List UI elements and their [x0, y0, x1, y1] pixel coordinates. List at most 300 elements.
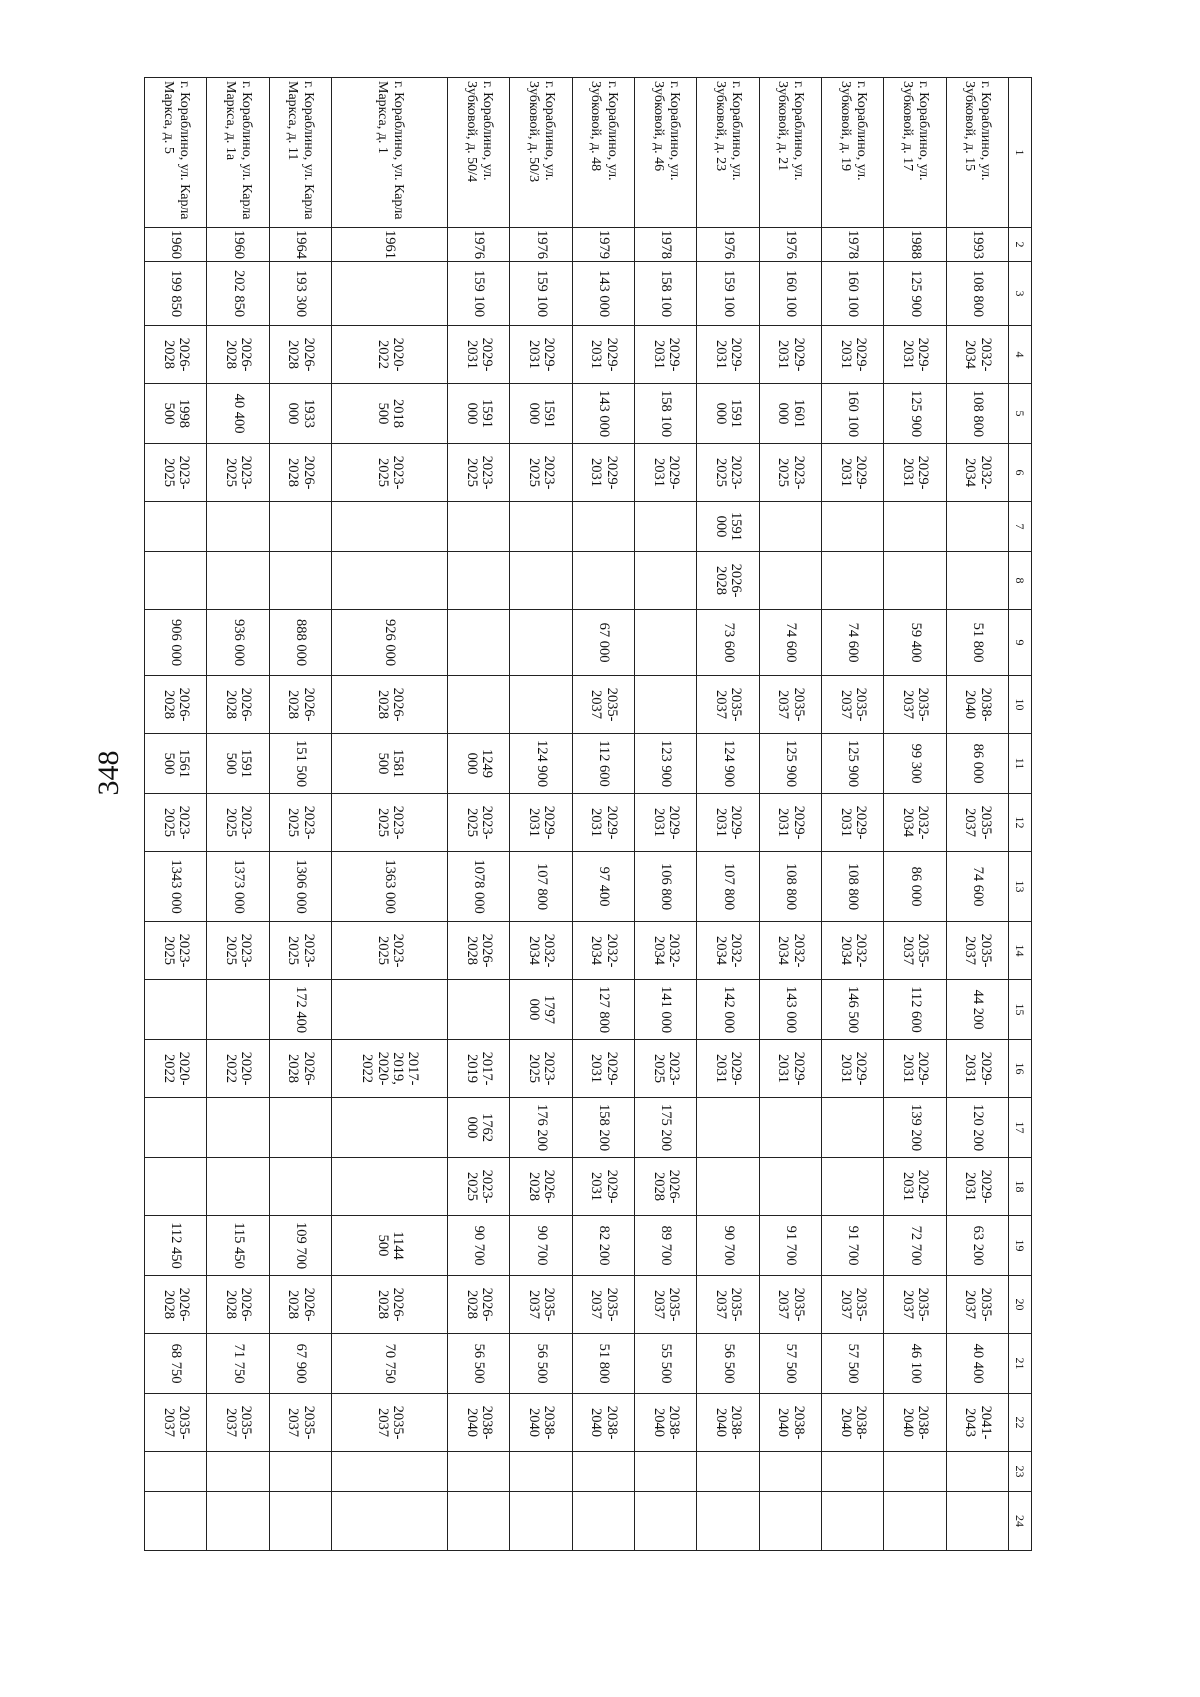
table-cell: 91 700 — [759, 1216, 821, 1276]
table-cell: 44 200 — [946, 980, 1008, 1040]
table-cell: 2035- 2037 — [572, 1276, 634, 1334]
table-cell: 2029- 2031 — [510, 326, 572, 384]
table-cell: 106 800 — [635, 852, 697, 922]
column-header: 11 — [1009, 734, 1032, 794]
table-cell: 74 600 — [822, 610, 884, 676]
table-cell: 2035- 2037 — [269, 1394, 331, 1452]
table-cell: 141 000 — [635, 980, 697, 1040]
table-cell: 57 500 — [822, 1334, 884, 1394]
table-cell: 90 700 — [448, 1216, 510, 1276]
table-cell: 139 200 — [884, 1098, 946, 1158]
table-cell: 2029- 2031 — [884, 1158, 946, 1216]
table-cell — [572, 552, 634, 610]
table-cell — [448, 610, 510, 676]
table-cell: 46 100 — [884, 1334, 946, 1394]
column-header: 24 — [1009, 1492, 1032, 1551]
table-row — [884, 78, 946, 1551]
table-cell: 97 400 — [572, 852, 634, 922]
table-cell: 193 300 — [269, 262, 331, 326]
address-cell: г. Кораблино, ул. Зубковой, д. 50/4 — [448, 78, 510, 228]
table-cell: 1979 — [572, 228, 634, 262]
table-cell: 2029- 2031 — [635, 794, 697, 852]
table-cell: 67 000 — [572, 610, 634, 676]
table-cell: 1964 — [269, 228, 331, 262]
table-cell: 125 900 — [822, 734, 884, 794]
table-cell: 1306 000 — [269, 852, 331, 922]
table-cell — [635, 1492, 697, 1551]
table-cell: 160 100 — [822, 384, 884, 444]
table-cell: 176 200 — [510, 1098, 572, 1158]
table-cell — [145, 1158, 207, 1216]
table-cell: 2026- 2028 — [269, 1040, 331, 1098]
table-cell — [448, 980, 510, 1040]
table-cell: 55 500 — [635, 1334, 697, 1394]
address-cell: г. Кораблино, ул. Зубковой, д. 17 — [884, 78, 946, 228]
table-body — [145, 78, 1009, 1551]
table-row — [635, 78, 697, 1551]
table-cell: 2029- 2031 — [884, 326, 946, 384]
table-cell: 160 100 — [759, 262, 821, 326]
table-cell: 108 800 — [946, 262, 1008, 326]
table-cell: 2032- 2034 — [635, 922, 697, 980]
table-cell: 86 000 — [946, 734, 1008, 794]
table-cell — [448, 502, 510, 552]
table-cell — [448, 552, 510, 610]
table-cell: 74 600 — [759, 610, 821, 676]
table-cell — [822, 552, 884, 610]
column-header: 17 — [1009, 1098, 1032, 1158]
table-cell: 56 500 — [448, 1334, 510, 1394]
column-header: 1 — [1009, 78, 1032, 228]
table-cell — [207, 980, 269, 1040]
table-cell: 175 200 — [635, 1098, 697, 1158]
table-cell: 125 900 — [759, 734, 821, 794]
table-cell — [269, 502, 331, 552]
table-cell: 2029- 2031 — [822, 794, 884, 852]
table-cell: 2032- 2034 — [697, 922, 759, 980]
table-cell — [697, 1452, 759, 1492]
table-cell: 51 800 — [572, 1334, 634, 1394]
table-cell: 74 600 — [946, 852, 1008, 922]
column-number-header-row — [1009, 78, 1032, 1551]
table-cell: 2029- 2031 — [759, 326, 821, 384]
table-cell: 2020- 2022 — [207, 1040, 269, 1098]
table-cell: 2026- 2028 — [332, 1276, 448, 1334]
table-cell — [207, 1452, 269, 1492]
table-cell — [207, 1158, 269, 1216]
table-cell — [207, 1098, 269, 1158]
table-cell: 1976 — [759, 228, 821, 262]
table-cell: 1591 000 — [697, 384, 759, 444]
column-header: 21 — [1009, 1334, 1032, 1394]
table-cell: 151 500 — [269, 734, 331, 794]
address-cell: г. Кораблино, ул. Зубковой, д. 50/3 — [510, 78, 572, 228]
table-cell — [332, 502, 448, 552]
housing-repair-schedule-table — [144, 77, 1032, 1551]
table-cell — [822, 502, 884, 552]
table-cell — [145, 1492, 207, 1551]
table-cell: 2035- 2037 — [332, 1394, 448, 1452]
table-cell — [884, 1452, 946, 1492]
table-cell: 2029- 2031 — [510, 794, 572, 852]
table-cell: 1373 000 — [207, 852, 269, 922]
table-cell: 2026- 2028 — [145, 326, 207, 384]
table-cell: 2029- 2031 — [822, 326, 884, 384]
table-cell: 2023- 2025 — [510, 444, 572, 502]
table-cell: 159 100 — [448, 262, 510, 326]
table-cell: 107 800 — [510, 852, 572, 922]
table-cell: 125 900 — [884, 262, 946, 326]
table-cell: 1581 500 — [332, 734, 448, 794]
table-cell: 56 500 — [697, 1334, 759, 1394]
page-number: 348 — [92, 750, 125, 796]
table-cell: 1601 000 — [759, 384, 821, 444]
column-header: 10 — [1009, 676, 1032, 734]
table-cell: 91 700 — [822, 1216, 884, 1276]
table-cell: 2029- 2031 — [572, 1040, 634, 1098]
column-header: 19 — [1009, 1216, 1032, 1276]
table-cell: 1591 000 — [697, 502, 759, 552]
table-cell: 57 500 — [759, 1334, 821, 1394]
table-cell: 2029- 2031 — [697, 794, 759, 852]
table-cell: 2023- 2025 — [332, 922, 448, 980]
table-cell: 2020- 2022 — [145, 1040, 207, 1098]
table-cell — [207, 1492, 269, 1551]
column-header: 4 — [1009, 326, 1032, 384]
table-cell: 2029- 2031 — [572, 1158, 634, 1216]
table-cell: 2026- 2028 — [332, 676, 448, 734]
table-cell — [332, 1158, 448, 1216]
table-cell: 2035- 2037 — [822, 1276, 884, 1334]
table-cell: 2035- 2037 — [884, 922, 946, 980]
table-cell: 71 750 — [207, 1334, 269, 1394]
table-cell: 112 600 — [884, 980, 946, 1040]
table-cell: 888 000 — [269, 610, 331, 676]
table-cell: 2035- 2037 — [759, 1276, 821, 1334]
table-cell — [269, 1158, 331, 1216]
table-cell: 2035- 2037 — [510, 1276, 572, 1334]
table-cell: 2035- 2037 — [635, 1276, 697, 1334]
table-cell: 2029- 2031 — [697, 326, 759, 384]
table-cell — [269, 1098, 331, 1158]
table-cell: 2035- 2037 — [759, 676, 821, 734]
table-cell — [572, 502, 634, 552]
table-cell: 2035- 2037 — [884, 1276, 946, 1334]
table-row — [269, 78, 331, 1551]
table-cell: 82 200 — [572, 1216, 634, 1276]
column-header: 18 — [1009, 1158, 1032, 1216]
table-cell: 158 200 — [572, 1098, 634, 1158]
table-cell — [822, 1158, 884, 1216]
table-cell: 2035- 2037 — [946, 794, 1008, 852]
table-cell: 2035- 2037 — [946, 1276, 1008, 1334]
table-cell: 2038- 2040 — [946, 676, 1008, 734]
table-cell: 2038- 2040 — [697, 1394, 759, 1452]
address-cell: г. Кораблино, ул. Зубковой, д. 48 — [572, 78, 634, 228]
address-cell: г. Кораблино, ул. Зубковой, д. 23 — [697, 78, 759, 228]
table-cell: 2035- 2037 — [946, 922, 1008, 980]
table-cell: 2038- 2040 — [572, 1394, 634, 1452]
table-cell: 2029- 2031 — [822, 444, 884, 502]
table-cell — [635, 502, 697, 552]
table-cell: 1343 000 — [145, 852, 207, 922]
table-cell: 68 750 — [145, 1334, 207, 1394]
table-cell — [332, 262, 448, 326]
table-cell: 1078 000 — [448, 852, 510, 922]
table-cell: 2018 500 — [332, 384, 448, 444]
table-cell: 1363 000 — [332, 852, 448, 922]
table-cell: 2032- 2034 — [510, 922, 572, 980]
table-cell — [145, 552, 207, 610]
table-cell: 2026- 2028 — [697, 552, 759, 610]
table-cell — [759, 1492, 821, 1551]
table-row — [510, 78, 572, 1551]
table-cell: 108 800 — [822, 852, 884, 922]
table-cell: 1561 500 — [145, 734, 207, 794]
table-cell: 1797 000 — [510, 980, 572, 1040]
table-cell: 2038- 2040 — [635, 1394, 697, 1452]
table-cell: 1998 500 — [145, 384, 207, 444]
table-cell: 2029- 2031 — [946, 1158, 1008, 1216]
table-cell: 2035- 2037 — [697, 676, 759, 734]
table-cell — [207, 502, 269, 552]
table-cell: 2029- 2031 — [572, 794, 634, 852]
table-cell: 123 900 — [635, 734, 697, 794]
table-cell: 146 500 — [822, 980, 884, 1040]
table-cell: 143 000 — [759, 980, 821, 1040]
table-cell: 2029- 2031 — [635, 444, 697, 502]
address-cell: г. Кораблино, ул. Карла Маркса, д. 11 — [269, 78, 331, 228]
column-header: 5 — [1009, 384, 1032, 444]
table-cell: 2026- 2028 — [145, 676, 207, 734]
table-cell: 1144 500 — [332, 1216, 448, 1276]
table-cell: 1976 — [448, 228, 510, 262]
table-cell — [822, 1492, 884, 1551]
table-cell: 56 500 — [510, 1334, 572, 1394]
column-header: 23 — [1009, 1452, 1032, 1492]
column-header: 6 — [1009, 444, 1032, 502]
address-cell: г. Кораблино, ул. Карла Маркса, д. 1а — [207, 78, 269, 228]
table-cell: 70 750 — [332, 1334, 448, 1394]
table-cell: 72 700 — [884, 1216, 946, 1276]
table-cell: 199 850 — [145, 262, 207, 326]
table-cell — [884, 1492, 946, 1551]
column-header: 14 — [1009, 922, 1032, 980]
table-cell: 2032- 2034 — [946, 326, 1008, 384]
table-row — [822, 78, 884, 1551]
table-row — [332, 78, 448, 1551]
table-cell: 1249 000 — [448, 734, 510, 794]
table-cell: 2023- 2025 — [635, 1040, 697, 1098]
table-row — [572, 78, 634, 1551]
table-cell: 127 800 — [572, 980, 634, 1040]
table-cell — [145, 502, 207, 552]
table-cell: 2032- 2034 — [946, 444, 1008, 502]
column-header: 8 — [1009, 552, 1032, 610]
table-cell: 86 000 — [884, 852, 946, 922]
table-cell: 142 000 — [697, 980, 759, 1040]
table-cell — [145, 980, 207, 1040]
table-cell: 115 450 — [207, 1216, 269, 1276]
table-row — [759, 78, 821, 1551]
table-cell — [332, 1492, 448, 1551]
table-cell — [946, 502, 1008, 552]
table-cell: 1762 000 — [448, 1098, 510, 1158]
table-cell: 2026- 2028 — [269, 1276, 331, 1334]
table-cell — [884, 552, 946, 610]
table-cell — [759, 552, 821, 610]
table-cell: 2029- 2031 — [572, 444, 634, 502]
table-cell: 160 100 — [822, 262, 884, 326]
table-cell: 2029- 2031 — [759, 794, 821, 852]
table-cell — [759, 1098, 821, 1158]
table-cell: 2017- 2019, 2020- 2022 — [332, 1040, 448, 1098]
table-cell: 2023- 2025 — [448, 794, 510, 852]
table-cell: 108 800 — [946, 384, 1008, 444]
table-cell: 2023- 2025 — [207, 922, 269, 980]
table-cell: 2029- 2031 — [635, 326, 697, 384]
table-cell: 2032- 2034 — [759, 922, 821, 980]
table-cell — [269, 1452, 331, 1492]
table-row — [946, 78, 1008, 1551]
table-cell — [635, 1452, 697, 1492]
table-cell: 2023- 2025 — [332, 444, 448, 502]
table-cell — [697, 1492, 759, 1551]
table-cell — [510, 610, 572, 676]
table-cell: 2023- 2025 — [448, 1158, 510, 1216]
table-cell: 2029- 2031 — [822, 1040, 884, 1098]
table-cell: 2026- 2028 — [448, 922, 510, 980]
table-cell: 2023- 2025 — [269, 794, 331, 852]
table-cell: 51 800 — [946, 610, 1008, 676]
table-cell — [697, 1098, 759, 1158]
table-cell: 2029- 2031 — [946, 1040, 1008, 1098]
table-cell: 2035- 2037 — [884, 676, 946, 734]
table-cell: 2026- 2028 — [448, 1276, 510, 1334]
table-cell: 124 900 — [510, 734, 572, 794]
table-cell — [759, 1158, 821, 1216]
table-cell: 2023- 2025 — [145, 794, 207, 852]
table-cell — [207, 552, 269, 610]
table-cell: 2026- 2028 — [269, 326, 331, 384]
table-cell: 2023- 2025 — [510, 1040, 572, 1098]
table-cell — [332, 1098, 448, 1158]
table-cell — [510, 1492, 572, 1551]
address-cell: г. Кораблино, ул. Карла Маркса, д. 5 — [145, 78, 207, 228]
table-cell: 73 600 — [697, 610, 759, 676]
address-cell: г. Кораблино, ул. Зубковой, д. 19 — [822, 78, 884, 228]
table-cell — [332, 1452, 448, 1492]
table-cell: 2041- 2043 — [946, 1394, 1008, 1452]
table-cell: 90 700 — [510, 1216, 572, 1276]
table-cell — [510, 676, 572, 734]
table-cell — [822, 1098, 884, 1158]
table-cell: 40 400 — [207, 384, 269, 444]
table-cell: 108 800 — [759, 852, 821, 922]
table-cell — [759, 1452, 821, 1492]
table-cell: 2029- 2031 — [448, 326, 510, 384]
table-cell — [269, 1492, 331, 1551]
table-cell: 2032- 2034 — [572, 922, 634, 980]
table-cell: 159 100 — [510, 262, 572, 326]
table-cell: 2023- 2025 — [145, 444, 207, 502]
table-row — [448, 78, 510, 1551]
table-cell: 2017- 2019 — [448, 1040, 510, 1098]
table-cell: 2023- 2025 — [332, 794, 448, 852]
table-cell: 1961 — [332, 228, 448, 262]
table-cell — [759, 502, 821, 552]
table-cell: 2029- 2031 — [884, 1040, 946, 1098]
table-cell — [145, 1452, 207, 1492]
table-cell: 926 000 — [332, 610, 448, 676]
table-cell: 2023- 2025 — [207, 794, 269, 852]
table-cell: 2035- 2037 — [822, 676, 884, 734]
table-cell: 107 800 — [697, 852, 759, 922]
table-cell: 2029- 2031 — [884, 444, 946, 502]
table-cell: 906 000 — [145, 610, 207, 676]
table-cell — [332, 980, 448, 1040]
table-cell: 2023- 2025 — [697, 444, 759, 502]
table-cell: 2026- 2028 — [510, 1158, 572, 1216]
table-cell: 67 900 — [269, 1334, 331, 1394]
table-cell — [448, 1492, 510, 1551]
table-cell: 125 900 — [884, 384, 946, 444]
address-cell: г. Кораблино, ул. Зубковой, д. 15 — [946, 78, 1008, 228]
table-cell: 172 400 — [269, 980, 331, 1040]
table-cell: 159 100 — [697, 262, 759, 326]
table-cell: 63 200 — [946, 1216, 1008, 1276]
table-cell: 2023- 2025 — [207, 444, 269, 502]
table-cell: 109 700 — [269, 1216, 331, 1276]
column-header: 12 — [1009, 794, 1032, 852]
table-cell: 2023- 2025 — [759, 444, 821, 502]
table-cell: 1933 000 — [269, 384, 331, 444]
table-cell: 89 700 — [635, 1216, 697, 1276]
column-header: 13 — [1009, 852, 1032, 922]
table-cell: 112 450 — [145, 1216, 207, 1276]
table-cell: 2026- 2028 — [269, 676, 331, 734]
column-header: 22 — [1009, 1394, 1032, 1452]
table-cell: 120 200 — [946, 1098, 1008, 1158]
table-cell: 2029- 2031 — [759, 1040, 821, 1098]
table-cell: 40 400 — [946, 1334, 1008, 1394]
address-cell: г. Кораблино, ул. Зубковой, д. 46 — [635, 78, 697, 228]
column-header: 9 — [1009, 610, 1032, 676]
table-cell: 2029- 2031 — [697, 1040, 759, 1098]
table-cell: 2038- 2040 — [510, 1394, 572, 1452]
table-row — [697, 78, 759, 1551]
table-cell: 2026- 2028 — [635, 1158, 697, 1216]
table-cell: 2035- 2037 — [697, 1276, 759, 1334]
table-cell: 1976 — [697, 228, 759, 262]
table-cell: 143 000 — [572, 262, 634, 326]
table-cell: 2023- 2025 — [269, 922, 331, 980]
table-cell — [269, 552, 331, 610]
column-header: 16 — [1009, 1040, 1032, 1098]
table-cell — [572, 1492, 634, 1551]
table-cell: 2032- 2034 — [884, 794, 946, 852]
table-cell: 2038- 2040 — [759, 1394, 821, 1452]
table-cell: 1988 — [884, 228, 946, 262]
table-cell — [822, 1452, 884, 1492]
table-cell: 112 600 — [572, 734, 634, 794]
table-cell — [448, 676, 510, 734]
table-cell: 2023- 2025 — [448, 444, 510, 502]
table-cell — [946, 1452, 1008, 1492]
table-cell: 2035- 2037 — [207, 1394, 269, 1452]
table-cell: 1993 — [946, 228, 1008, 262]
table-cell: 202 850 — [207, 262, 269, 326]
